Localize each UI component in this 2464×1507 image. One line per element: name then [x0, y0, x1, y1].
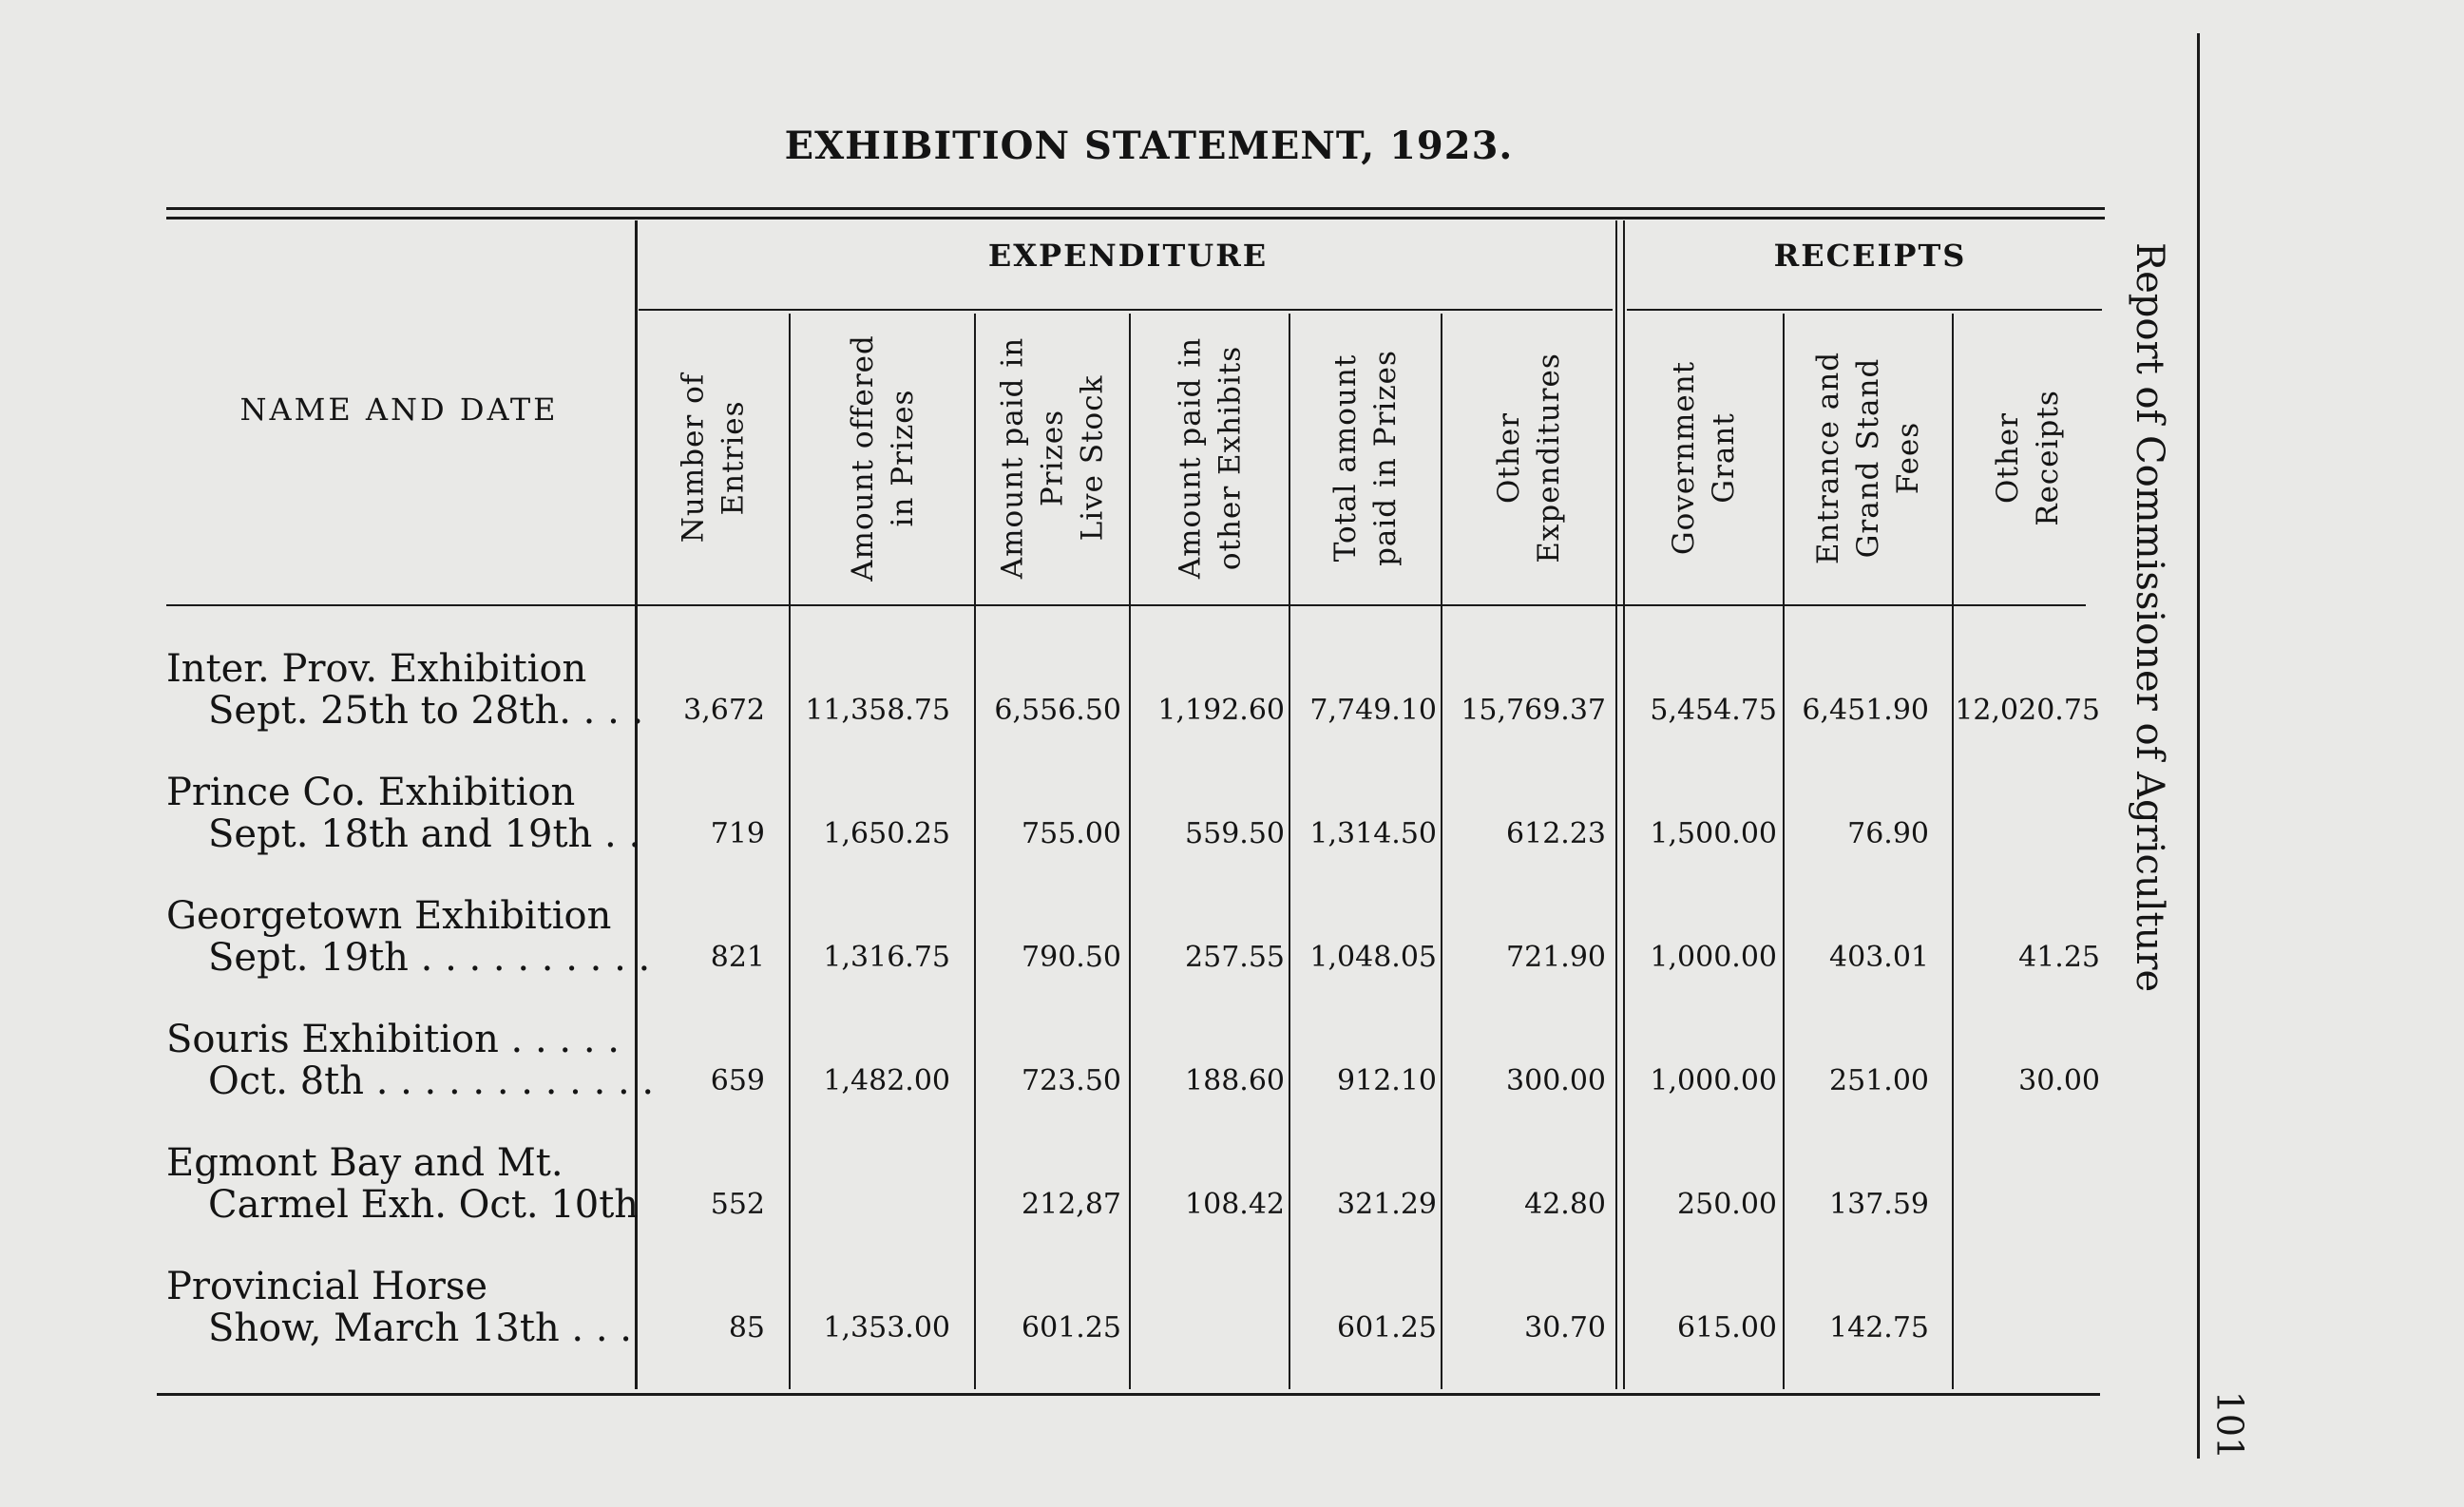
col-divider: [1441, 314, 1442, 1389]
row-name-line2: Show, March 13th . . .: [208, 1307, 632, 1350]
column-header-label: Other Expenditures: [1492, 353, 1566, 563]
row-name: [166, 648, 643, 732]
cell-gov_grant: 5,454.75: [1650, 694, 1777, 727]
column-header-total_prizes: [1292, 315, 1439, 601]
row-name-line1: Inter. Prov. Exhibition: [166, 647, 587, 691]
row-name: [166, 1266, 632, 1349]
column-header-label: Amount offered in Prizes: [845, 334, 920, 582]
cell-other_receipts: 30.00: [2018, 1064, 2100, 1097]
column-header-label: Amount paid in other Exhibits: [1173, 336, 1248, 580]
col-divider: [1129, 314, 1131, 1389]
cell-other_receipts: 12,020.75: [1955, 694, 2100, 727]
column-header-label: Amount paid in Prizes Live Stock: [995, 336, 1110, 580]
cell-other_exp: 612.23: [1506, 817, 1606, 850]
top-rule-2: [166, 217, 2105, 219]
cell-entrance_fees: 251.00: [1829, 1064, 1929, 1097]
cell-livestock: 601.25: [1022, 1311, 1121, 1345]
cell-other_exp: 721.90: [1506, 941, 1606, 974]
cell-livestock: 755.00: [1022, 817, 1121, 850]
group-underline-receipts: [1627, 309, 2102, 311]
column-header-label: Other Receipts: [1991, 390, 2065, 526]
cell-other_exhibits: 1,192.60: [1157, 694, 1285, 727]
column-header-other_exhibits: [1133, 315, 1287, 601]
cell-total_prizes: 601.25: [1337, 1311, 1437, 1345]
row-name: [166, 1019, 654, 1102]
cell-livestock: 723.50: [1022, 1064, 1121, 1097]
column-header-other_receipts: [1956, 315, 2100, 601]
row-name-line2: Sept. 18th and 19th . .: [208, 812, 641, 856]
row-name-line1: Egmont Bay and Mt.: [166, 1141, 563, 1185]
cell-livestock: 6,556.50: [994, 694, 1121, 727]
column-header-offered: [793, 315, 972, 601]
column-header-entrance_fees: [1786, 315, 1950, 601]
row-name-line1: Souris Exhibition . . . . .: [166, 1018, 620, 1061]
bottom-rule: [157, 1393, 2100, 1396]
cell-entrance_fees: 6,451.90: [1802, 694, 1929, 727]
cell-livestock: 790.50: [1022, 941, 1121, 974]
cell-other_exp: 42.80: [1524, 1188, 1606, 1221]
col-divider: [1783, 314, 1785, 1389]
cell-entrance_fees: 403.01: [1829, 941, 1929, 974]
column-header-label: Entrance and Grand Stand Fees: [1811, 351, 1926, 565]
cell-entrance_fees: 76.90: [1847, 817, 1929, 850]
row-name-line2: Oct. 8th . . . . . . . . . . . .: [208, 1059, 655, 1103]
cell-offered: 11,358.75: [805, 694, 950, 727]
cell-gov_grant: 1,000.00: [1650, 1064, 1777, 1097]
cell-other_exhibits: 257.55: [1185, 941, 1285, 974]
column-header-label: Government Grant: [1667, 360, 1742, 556]
margin-rule: [2197, 33, 2200, 1459]
page-title: EXHIBITION STATEMENT, 1923.: [784, 124, 1514, 168]
cell-other_exp: 300.00: [1506, 1064, 1606, 1097]
row-name: [166, 1142, 639, 1226]
column-header-other_exp: [1444, 315, 1614, 601]
header-bottom-rule: [166, 604, 2086, 606]
cell-entries: 719: [710, 817, 765, 850]
cell-offered: 1,316.75: [823, 941, 950, 974]
cell-other_exp: 30.70: [1524, 1311, 1606, 1345]
page-number: 101: [2208, 1390, 2251, 1460]
group-divider-a: [1615, 220, 1617, 1389]
cell-gov_grant: 1,000.00: [1650, 941, 1777, 974]
col-divider: [1952, 314, 1954, 1389]
group-divider-b: [1623, 220, 1625, 1389]
row-name-line2: Carmel Exh. Oct. 10th: [208, 1183, 640, 1227]
cell-offered: 1,482.00: [823, 1064, 950, 1097]
cell-other_exp: 15,769.37: [1461, 694, 1606, 727]
name-and-date-header: NAME AND DATE: [239, 391, 559, 428]
row-name-line1: Provincial Horse: [166, 1265, 488, 1308]
cell-gov_grant: 615.00: [1677, 1311, 1777, 1345]
column-header-gov_grant: [1627, 315, 1781, 601]
cell-other_receipts: 41.25: [2018, 941, 2100, 974]
cell-entries: 659: [710, 1064, 765, 1097]
cell-other_exhibits: 108.42: [1185, 1188, 1285, 1221]
cell-total_prizes: 1,048.05: [1309, 941, 1437, 974]
cell-other_exhibits: 559.50: [1185, 817, 1285, 850]
cell-offered: 1,650.25: [823, 817, 950, 850]
cell-gov_grant: 250.00: [1677, 1188, 1777, 1221]
row-name-line1: Georgetown Exhibition: [166, 894, 612, 938]
cell-offered: 1,353.00: [823, 1311, 950, 1345]
group-underline-expenditure: [639, 309, 1613, 311]
cell-entrance_fees: 142.75: [1829, 1311, 1929, 1345]
expenditure-header: EXPENDITURE: [987, 238, 1269, 274]
cell-total_prizes: 1,314.50: [1309, 817, 1437, 850]
column-header-label: Number of Entries: [676, 372, 750, 544]
col-divider: [1289, 314, 1290, 1389]
row-name-line2: Sept. 25th to 28th. . . .: [208, 689, 644, 733]
cell-entries: 821: [710, 941, 765, 974]
cell-total_prizes: 7,749.10: [1309, 694, 1437, 727]
column-header-livestock: [978, 315, 1127, 601]
col-divider: [974, 314, 976, 1389]
cell-entrance_fees: 137.59: [1829, 1188, 1929, 1221]
cell-gov_grant: 1,500.00: [1650, 817, 1777, 850]
cell-total_prizes: 321.29: [1337, 1188, 1437, 1221]
running-title: Report of Commissioner of Agriculture: [2128, 242, 2171, 993]
cell-other_exhibits: 188.60: [1185, 1064, 1285, 1097]
cell-livestock: 212,87: [1022, 1188, 1121, 1221]
cell-entries: 85: [728, 1311, 765, 1345]
cell-entries: 3,672: [683, 694, 765, 727]
row-name-line1: Prince Co. Exhibition: [166, 771, 576, 814]
col-divider: [789, 314, 791, 1389]
row-name-line2: Sept. 19th . . . . . . . . . .: [208, 936, 651, 980]
row-name: [166, 772, 640, 855]
top-rule: [166, 207, 2105, 210]
receipts-header: RECEIPTS: [1773, 238, 1967, 274]
column-header-label: Total amount paid in Prizes: [1328, 350, 1404, 566]
row-name: [166, 895, 650, 979]
column-header-entries: [639, 315, 787, 601]
cell-entries: 552: [710, 1188, 765, 1221]
cell-total_prizes: 912.10: [1337, 1064, 1437, 1097]
